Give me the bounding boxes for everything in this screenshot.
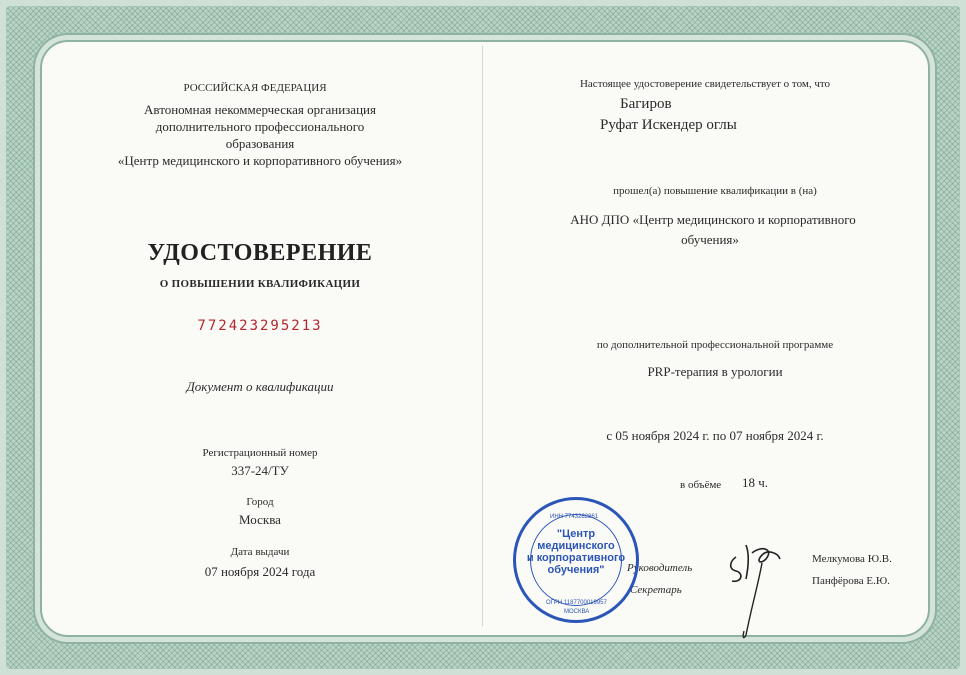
stamp-line-2: медицинского <box>537 540 615 552</box>
surname: Багиров <box>620 96 672 112</box>
volume-value: 18 ч. <box>742 475 769 490</box>
registration-value: 337-24/ТУ <box>231 463 289 478</box>
organization-stamp <box>513 497 639 623</box>
document-subtitle: О ПОВЫШЕНИИ КВАЛИФИКАЦИИ <box>159 278 361 290</box>
volume-label: в объёме <box>680 479 722 491</box>
serial-number: 772423295213 <box>197 318 323 334</box>
head-name: Мелкумова Ю.В. <box>812 553 892 565</box>
registration-label: Регистрационный номер <box>202 447 318 459</box>
issue-date-label: Дата выдачи <box>230 546 290 558</box>
city-value: Москва <box>239 512 281 527</box>
head-label: Руководитель <box>627 562 693 574</box>
passed-text: прошел(а) повышение квалификации в (на) <box>613 185 817 197</box>
stamp-line-3: и корпоративного <box>526 552 626 564</box>
center-fold <box>482 46 483 626</box>
stamp-ogrn: ОГРН 1187700019957 <box>546 600 607 606</box>
org-line-1: Автономная некоммерческая организация <box>144 102 376 117</box>
stamp-inn: ИНН 7743282861 <box>550 514 599 520</box>
provider-line-1: АНО ДПО «Центр медицинского и корпоративного <box>570 212 856 227</box>
stamp-city: МОСКВА <box>564 609 590 615</box>
given-names: Руфат Искендер оглы <box>600 117 737 133</box>
secretary-name: Панфёрова Е.Ю. <box>812 575 890 587</box>
stamp-line-4: обучения" <box>547 564 605 576</box>
document-title: УДОСТОВЕРЕНИЕ <box>147 240 373 266</box>
city-label: Город <box>246 496 274 508</box>
provider-line-2: обучения» <box>681 232 739 247</box>
document-type: Документ о квалификации <box>186 379 334 394</box>
org-line-4: «Центр медицинского и корпоративного обучения» <box>117 153 403 168</box>
program-label: по дополнительной профессиональной программе <box>596 339 834 351</box>
program-name: PRP-терапия в урологии <box>647 364 783 379</box>
country-label: РОССИЙСКАЯ ФЕДЕРАЦИЯ <box>183 82 327 94</box>
signature-icon <box>722 535 792 645</box>
org-line-3: образования <box>225 136 295 151</box>
secretary-label: Секретарь <box>630 584 682 596</box>
intro-text: Настоящее удостоверение свидетельствует о том, что <box>579 78 831 90</box>
study-period: с 05 ноября 2024 г. по 07 ноября 2024 г. <box>606 428 824 443</box>
issue-date-value: 07 ноября 2024 года <box>204 564 316 579</box>
stamp-line-1: "Центр <box>556 528 596 540</box>
org-line-2: дополнительного профессионального <box>155 119 365 134</box>
